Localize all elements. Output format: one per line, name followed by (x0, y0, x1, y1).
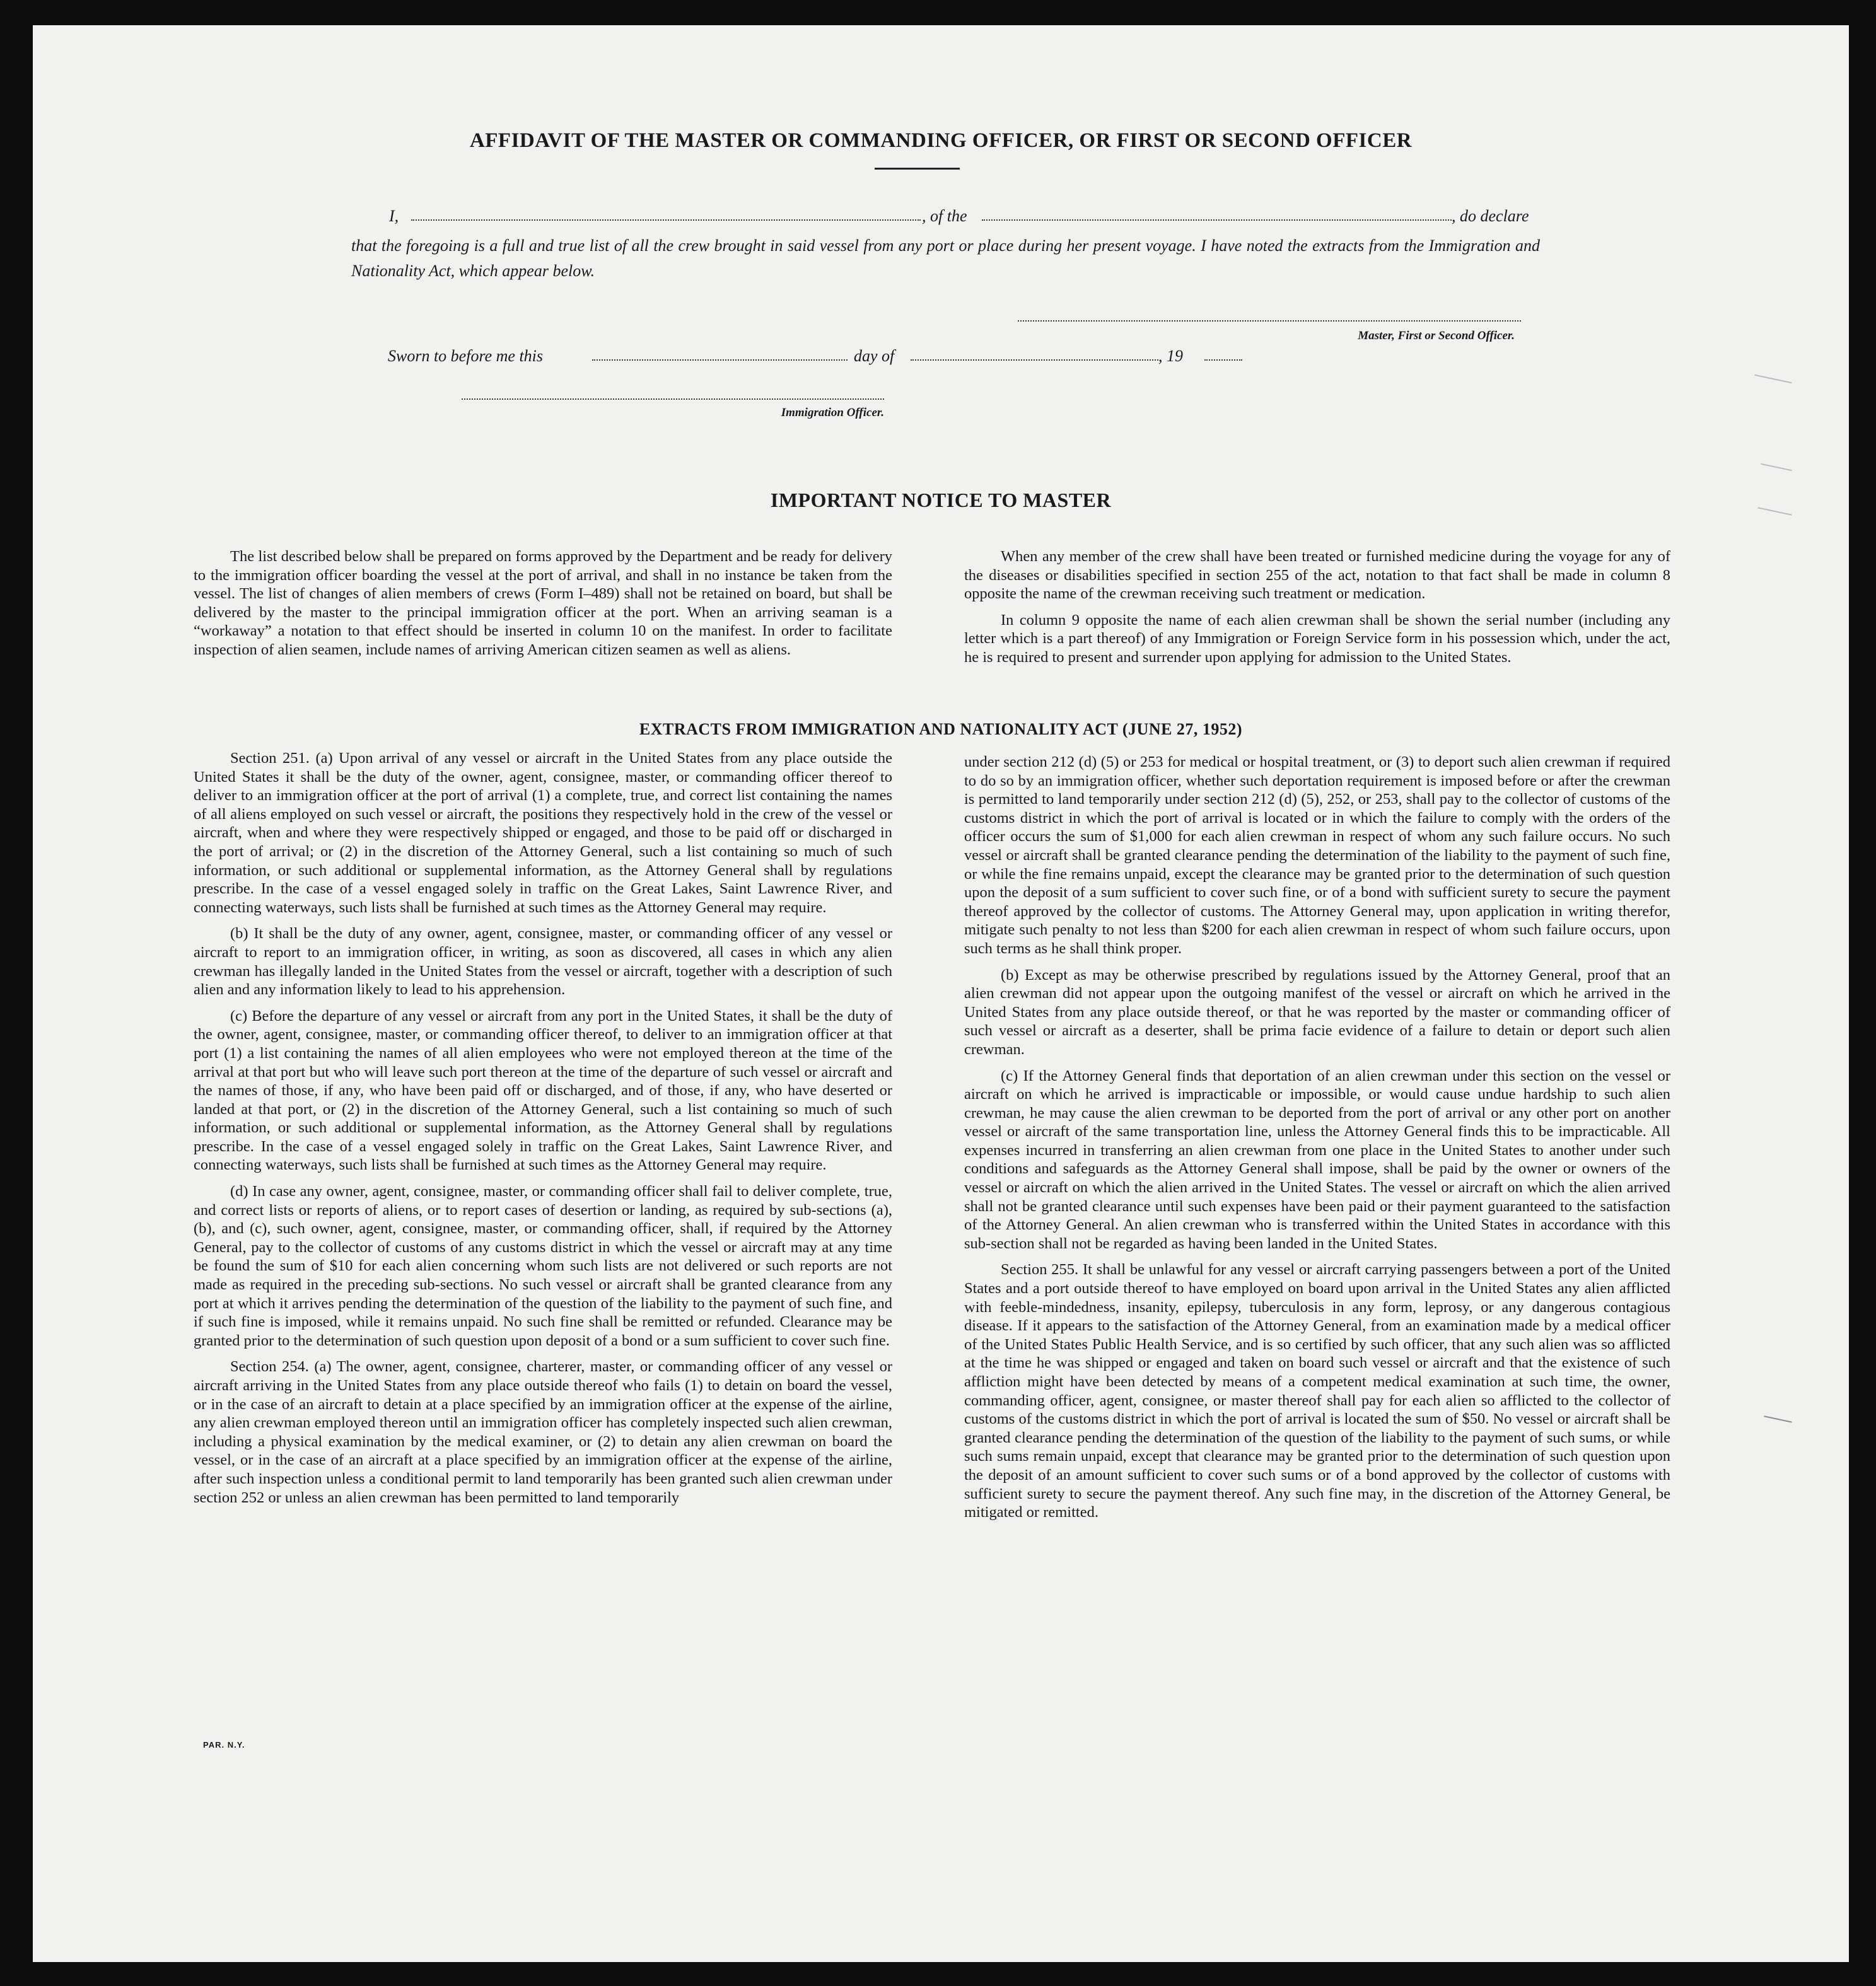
notice-right-paragraph-2: In column 9 opposite the name of each alien crewman shall be shown the serial number (including any letter which is a part thereof) of any Immigration or Foreign Service form in his possession which, under the act, he is required to present and surrender upon applying for admission to the United States. (964, 611, 1670, 666)
extract-section-251d: (d) In case any owner, agent, consignee, master, or commanding officer shall fail to deliver complete, true, and correct lists or reports of aliens, or to report cases of desertion or landing, as required by sub-sections (a), (b), and (c), such owner, agent, consignee, master, or commanding officer, shall, if required by the Attorney General, pay to the collector of customs of any customs district in which the vessel or aircraft may at any time be found the sum of $10 for each alien concerning whom such lists are not delivered or such reports are not made as required in the preceding sub-sections. No such vessel or aircraft shall be granted clearance from any port at which it arrives pending the determination of the question of the liability to the payment of such fine, and if such fine is imposed, while it remains unpaid. No such fine shall be remitted or refunded. Clearance may be granted prior to the determination of such question upon deposit of a bond or a sum sufficient to cover such fine. (194, 1183, 892, 1349)
year-label: , 19 (1158, 347, 1183, 365)
extract-section-255: Section 255. It shall be unlawful for any vessel or aircraft carrying passengers between a port of the United States and a port outside thereof to have employed on board upon arrival in the United States any alien afflicted with feeble-mindedness, insanity, epilepsy, tuberculosis in any form, leprosy, or any dangerous contagious disease. If it appears to the satisfaction of the Attorney General, from an examination made by a medical officer of the United States Public Health Service, and is so certified by such officer, that any such alien was so afflicted at the time he was shipped or engaged and taken on board such vessel or aircraft and that the existence of such affliction might have been detected by means of a competent medical examination at such time, the owner, commanding officer, agent, consignee, or master thereof shall pay for each alien so afflicted to the collector of customs of the customs district in which the port of arrival is located the sum of $50. No vessel or aircraft shall be granted clearance pending the determination of the question of the liability to the payment of such sums, or while such sums remain unpaid, except that clearance may be granted prior to the determination of such question upon the deposit of an amount sufficient to cover such sums or of a bond approved by the collector of customs with sufficient surety to secure the payment thereof. Any such fine may, in the discretion of the Attorney General, be mitigated or remitted. (964, 1261, 1670, 1521)
notice-right-paragraph-1: When any member of the crew shall have been treated or furnished medicine during the voyage for any of the diseases or disabilities specified in section 255 of the act, notation to that fact shall be made in column 8 opposite the name of the crewman receiving such treatment or medication. (964, 548, 1670, 603)
extract-section-251c: (c) Before the departure of any vessel or aircraft from any port in the United States, it shall be the duty of the owner, agent, consignee, master, or commanding officer thereof, to deliver to an immigration officer at that port (1) a list containing the names of all alien employees who were not employed thereon at the time of the arrival at that port but who will leave such port thereon at the time of the departure of such vessel or aircraft and the names of those, if any, who have been paid off or discharged, and of those, if any, who have deserted or landed at that port, or (2) in the discretion of the Attorney General, such a list containing so much of such information, or such additional or supplemental information, as the Attorney General shall by regulations prescribe. In the case of a vessel engaged solely in traffic on the Great Lakes, Saint Lawrence River, and connecting waterways, such lists shall be furnished at such times as the Attorney General may require. (194, 1007, 892, 1174)
document-page (33, 25, 1849, 1962)
notice-right-column (964, 547, 1670, 675)
master-signature-label: Master, First or Second Officer. (1358, 329, 1515, 342)
extract-section-251b: (b) It shall be the duty of any owner, agent, consignee, master, or commanding officer of any vessel or aircraft to report to an immigration officer, in writing, as soon as discovered, all cases in which any alien crewman has illegally landed in the United States from the vessel or aircraft, together with a description of such alien and any information likely to lead to his apprehension. (194, 925, 892, 999)
extract-section-254b: (b) Except as may be otherwise prescribed by regulations issued by the Attorney General, proof that an alien crewman did not appear upon the outgoing manifest of the vessel or aircraft on which he arrived in the United States from any place outside thereof, or that he was reported by the master or commanding officer of such vessel or aircraft as a deserter, shall be prima facie evidence of a failure to detain or deport such alien crewman. (964, 966, 1670, 1058)
extract-section-254c: (c) If the Attorney General finds that deportation of an alien crewman under this section on the vessel or aircraft on which he arrived is impracticable or impossible, or would cause undue hardship to such alien crewman, he may cause the alien crewman to be deported from the port of arrival or any other port on another vessel or aircraft of the same transportation line, unless the Attorney General finds this to be impracticable. All expenses incurred in transferring an alien crewman from one place in the United States to another under such conditions and safeguards as the Attorney General shall impose, shall be paid by the owner or owners of the vessel or aircraft on which the alien arrived in the United States. The vessel or aircraft on which the alien arrived shall not be granted clearance until such expenses have been paid or their payment guaranteed to the satisfaction of the Attorney General. An alien crewman who is transferred within the United States in accordance with this sub-section shall not be regarded as having been landed in the United States. (964, 1067, 1670, 1252)
day-of-label: day of (854, 347, 895, 365)
affidavit-statement: that the foregoing is a full and true list of all the crew brought in said vessel from any port or place during her present voyage. I have noted the extracts from the Immigration and Nationality Act, which appear below. (351, 236, 1540, 280)
extract-section-254a: Section 254. (a) The owner, agent, consignee, charterer, master, or commanding officer of any vessel or aircraft arriving in the United States from any place outside thereof who fails (1) to detain on board the vessel, or in the case of an aircraft to detain at a place specified by an immigration officer at the expense of the airline, any alien crewman employed thereon until an immigration officer has completely inspected such alien crewman, including a physical examination by the medical examiner, or (2) to detain any alien crewman on board the vessel, or in the case of an aircraft at a place specified by an immigration officer at the expense of the airline, after such inspection unless a conditional permit to land temporarily has been granted such alien crewman under section 252 or unless an alien crewman has been permitted to land temporarily (194, 1358, 892, 1506)
sworn-month-field[interactable] (911, 359, 1158, 361)
officer-signature-label: Immigration Officer. (781, 406, 884, 419)
affidavit-title: AFFIDAVIT OF THE MASTER OR COMMANDING OFFICER, OR FIRST OR SECOND OFFICER (469, 129, 1413, 152)
declarant-name-field[interactable] (411, 219, 921, 221)
extract-section-251a: Section 251. (a) Upon arrival of any vessel or aircraft in the United States from any place outside the United States it shall be the duty of the owner, agent, consignee, master, or commanding officer thereof to deliver to an immigration officer at the port of arrival (1) a complete, true, and correct list containing the names of all aliens employed on such vessel or aircraft, the positions they respectively hold in the crew of the vessel or aircraft, when and where they were respectively shipped or engaged, and those to be paid off or discharged in the port of arrival; or (2) in the discretion of the Attorney General, such a list containing so much of such information, or such additional or supplemental information, as the Attorney General shall by regulations prescribe. In the case of a vessel engaged solely in traffic on the Great Lakes, Saint Lawrence River, and connecting waterways, such lists shall be furnished at such times as the Attorney General may require. (194, 750, 892, 916)
master-signature-line[interactable] (1018, 320, 1521, 322)
scan-mark (1764, 1415, 1792, 1422)
sworn-label: Sworn to before me this (388, 347, 544, 365)
do-declare-label: , do declare (1452, 207, 1529, 225)
extracts-title: EXTRACTS FROM IMMIGRATION AND NATIONALITY ACT (JUNE 27, 1952) (639, 720, 1243, 738)
extracts-right-column (964, 753, 1670, 1530)
i-label: I, (389, 207, 399, 225)
scan-mark (1761, 463, 1792, 471)
scan-mark (1754, 375, 1792, 383)
officer-signature-line[interactable] (462, 398, 884, 400)
title-rule (875, 168, 960, 170)
notice-left-column (194, 547, 892, 667)
vessel-name-field[interactable] (982, 219, 1452, 221)
sworn-year-field[interactable] (1204, 359, 1242, 361)
printer-mark: PAR. N.Y. (203, 1740, 245, 1750)
extract-section-254a-cont: under section 212 (d) (5) or 253 for medical or hospital treatment, or (3) to deport such alien crewman if required to do so by an immigration officer, whether such deportation requirement is imposed before or after the crewman is permitted to land temporarily under section 212 (d) (5), 252, or 253, shall pay to the collector of customs of the customs district in which the port of arrival is located or in which the failure to comply with the orders of the officer occurs the sum of $1,000 for each alien crewman in respect of whom any such failure occurs. No such vessel or aircraft shall be granted clearance pending the determination of the liability to the payment of such fine, or while the fine remains unpaid, except the clearance may be granted prior to the determination of such question upon the deposit of a sum sufficient to cover such fine, or of a bond with sufficient surety to secure the payment thereof approved by the collector of customs. The Attorney General may, upon application in writing therefor, mitigate such penalty to not less than $200 for each alien crewman in respect of whom such failure occurs, upon such terms as he shall think proper. (964, 753, 1670, 957)
of-the-label: , of the (922, 207, 967, 225)
sworn-day-field[interactable] (592, 359, 848, 361)
extracts-left-column (194, 749, 892, 1514)
notice-left-paragraph: The list described below shall be prepared on forms approved by the Department and be ready for delivery to the immigration officer boarding the vessel at the port of arrival, and shall in no instance be taken from the vessel. The list of changes of alien members of crews (Form I–489) shall not be retained on board, but shall be delivered by the master to the principal immigration officer at the port. When an arriving seaman is a “workaway” a notation to that effect should be inserted in column 10 on the manifest. In order to facilitate inspection of alien seamen, include names of arriving American citizen seamen as well as aliens. (194, 548, 892, 658)
notice-title: IMPORTANT NOTICE TO MASTER (770, 489, 1112, 511)
